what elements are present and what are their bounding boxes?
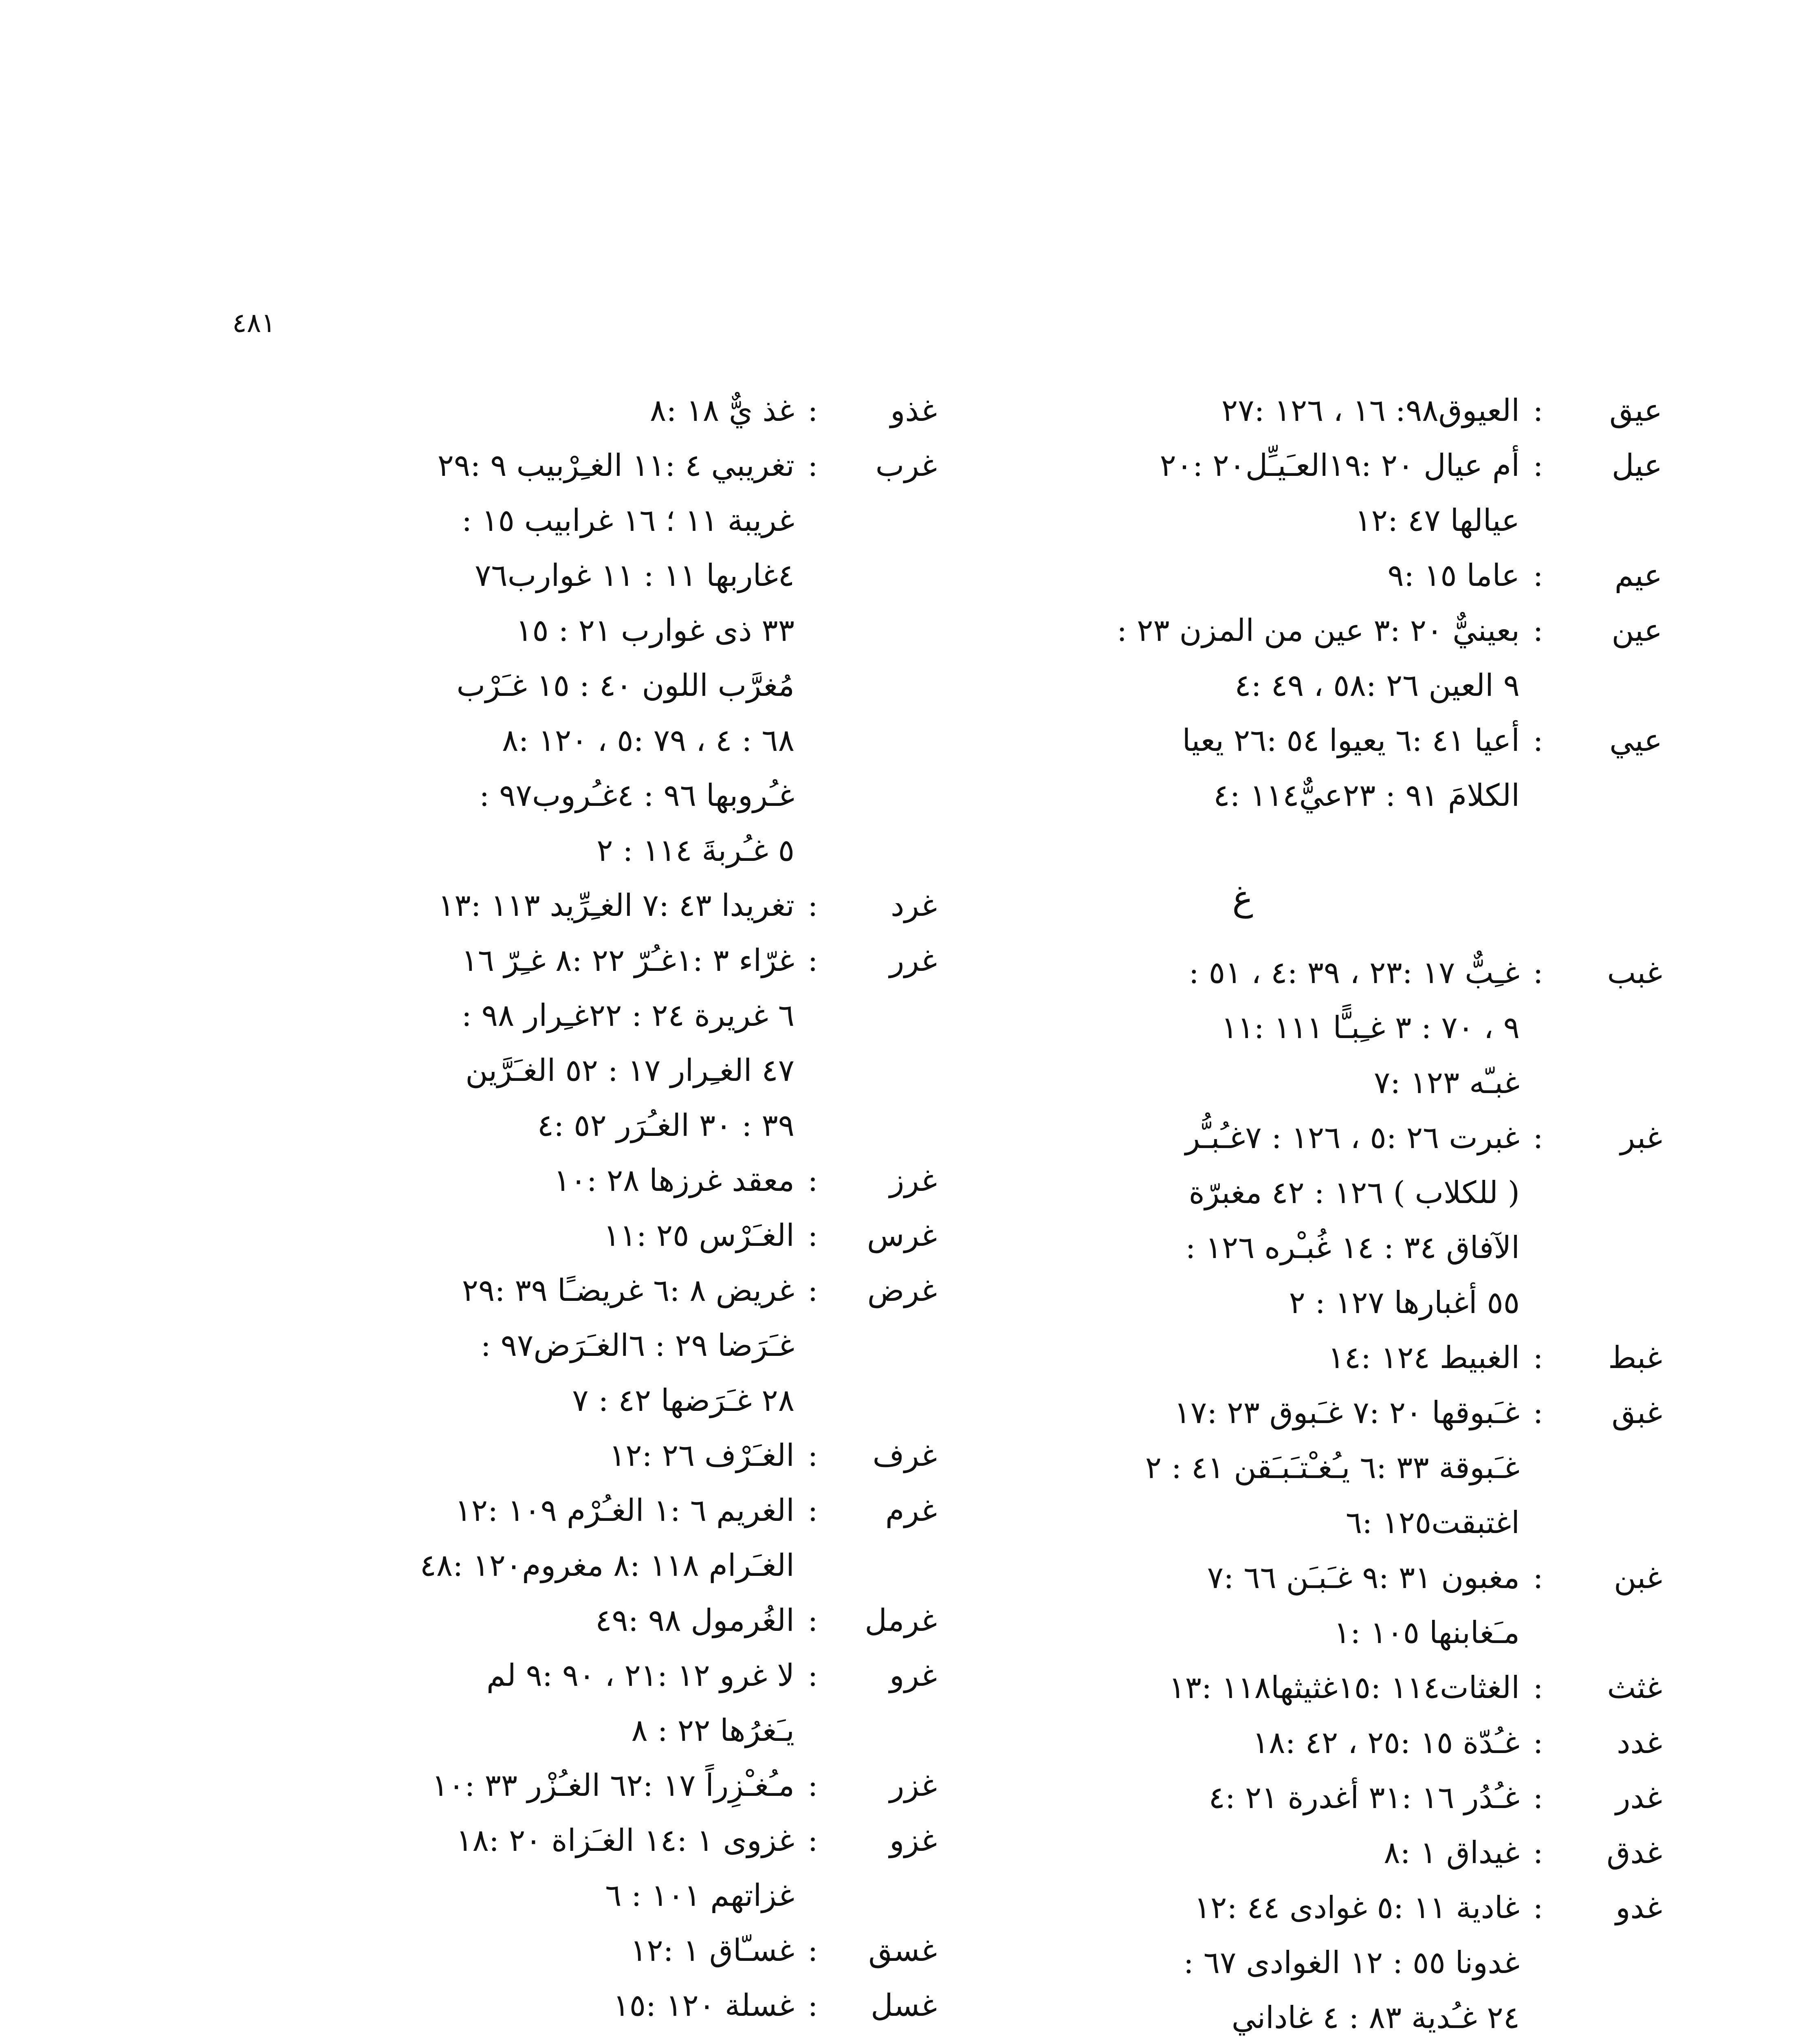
entry-references: [970, 1880, 1520, 2037]
reference-line: ٥٥ أغبارها ١٢٧ : ٢: [1289, 1285, 1520, 1320]
reference-line: غرّاء ٣ :١غـُرّ ٢٢ :٨ غـِرّ ١٦: [461, 942, 794, 978]
entry-separator: :: [1533, 557, 1543, 593]
entry-references: [970, 1715, 1520, 1770]
reference-line: بعينيٌّ ٢٠ :٣ عين من المزن ٢٣ :: [1117, 612, 1520, 648]
entry-root: غرمل: [865, 1602, 937, 1638]
entry-references: [244, 878, 794, 933]
entry-separator: :: [1533, 1725, 1543, 1760]
reference-line: اغتبقت١٢٥ :٦: [1345, 1505, 1520, 1540]
index-entry: [244, 878, 937, 933]
entry-references: [970, 1550, 1520, 1660]
entry-root: غرض: [867, 1272, 937, 1308]
reference-line: غزاتهم ١٠١ : ٦: [605, 1877, 794, 1913]
reference-line: الغـَرْف ٢٦ :١٢: [609, 1437, 794, 1473]
index-entry: [970, 1825, 1662, 1880]
reference-line: لا غرو ١٢ :٢١ ، ٩٠ :٩ لم: [486, 1657, 794, 1693]
entry-separator: :: [1533, 1835, 1543, 1870]
entry-root: غبق: [1611, 1395, 1662, 1430]
reference-line: مُغرَّب اللون ٤٠ : ١٥ غـَرْب: [456, 667, 794, 703]
reference-line: مـَغابنها ١٠٥ :١: [1334, 1615, 1520, 1650]
reference-line: ٣٩ : ٣٠ الغـُرَر ٥٢ :٤: [537, 1107, 794, 1143]
entry-references: [244, 1208, 794, 1263]
reference-line: الغـَرْس ٢٥ :١١: [603, 1217, 794, 1253]
entry-root: غرو: [889, 1657, 937, 1693]
reference-line: تغريبي ٤ :١١ الغـِرْبيب ٩ :٢٩: [437, 447, 794, 483]
entry-references: [244, 1153, 794, 1208]
entry-root: غرم: [885, 1492, 937, 1528]
index-entry: [970, 1770, 1662, 1825]
reference-line: غـُدُر ١٦ :٣١ أغدرة ٢١ :٤: [1208, 1780, 1520, 1815]
reference-line: ٤٧ الغـِرار ١٧ : ٥٢ الغـَرَّين: [465, 1052, 794, 1088]
reference-line: عاما ١٥ :٩: [1387, 557, 1520, 593]
reference-line: ٤غاربها ١١ : ١١ غوارب٧٦: [475, 557, 794, 593]
entry-separator: :: [1533, 722, 1543, 758]
entry-root: عيق: [1609, 392, 1662, 428]
index-entry: [970, 1110, 1662, 1330]
index-entry: [970, 383, 1662, 438]
reference-line: غـَرَضا ٢٩ : ٦الغـَرَض٩٧ :: [480, 1327, 794, 1363]
reference-line: غسلة ١٢٠ :١٥: [613, 1987, 794, 2023]
entry-references: [244, 933, 794, 1153]
reference-line: غـِبٌّ ١٧ :٢٣ ، ٣٩ :٤ ، ٥١ :: [1188, 955, 1520, 990]
entry-separator: :: [808, 1657, 818, 1693]
reference-line: معقد غرزها ٢٨ :١٠: [554, 1162, 794, 1198]
index-entry: [970, 713, 1662, 823]
entry-root: غرف: [872, 1437, 937, 1473]
entry-root: غذو: [890, 392, 937, 428]
entry-separator: :: [1533, 1560, 1543, 1595]
reference-line: غزوى ١ :١٤ الغـَزاة ٢٠ :١٨: [456, 1822, 794, 1858]
index-entry: [244, 2033, 937, 2037]
reference-line: ٢٤ غـُدية ٨٣ : ٤ غاداني: [1231, 2000, 1520, 2035]
reference-line: غيداق ١ :٨: [1384, 1835, 1520, 1870]
index-entry: [970, 548, 1662, 603]
entry-separator: :: [808, 1602, 818, 1638]
entry-root: غبط: [1608, 1340, 1662, 1375]
index-entry: [244, 933, 937, 1153]
index-entry: [970, 1550, 1662, 1660]
reference-line: أم عيال ٢٠ :١٩العـَيـِّل٢٠ :٢٠: [1160, 447, 1520, 483]
entry-references: [970, 1110, 1520, 1330]
reference-line: ٣٣ ذى غوارب ٢١ : ١٥: [516, 612, 794, 648]
index-entry: [244, 1593, 937, 1648]
entry-references: [244, 438, 794, 878]
index-entry: [970, 603, 1662, 713]
reference-line: غـُدّة ١٥ :٢٥ ، ٤٢ :١٨: [1252, 1725, 1520, 1760]
reference-line: أعيا ٤١ :٦ يعيوا ٥٤ :٢٦ يعيا: [1182, 722, 1520, 758]
entry-references: [244, 1428, 794, 1483]
reference-line: يـَغرُها ٢٢ : ٨: [631, 1712, 794, 1748]
index-column-right: [970, 383, 1662, 2037]
index-entry: [244, 1923, 937, 1978]
entry-root: غدو: [1615, 1890, 1662, 1925]
entry-separator: :: [808, 1492, 818, 1528]
entry-separator: :: [808, 1217, 818, 1253]
entry-root: غزو: [889, 1822, 937, 1858]
reference-line: الآفاق ٣٤ : ١٤ غُبـْره ١٢٦ :: [1185, 1230, 1520, 1265]
entry-references: [244, 1978, 794, 2033]
index-entry: [244, 1978, 937, 2033]
reference-line: ٥ غـُربةَ ١١٤ : ٢: [596, 832, 794, 868]
entry-references: [244, 1758, 794, 1813]
reference-line: ٢٨ غـَرَضها ٤٢ : ٧: [572, 1382, 794, 1418]
index-entry: [244, 1428, 937, 1483]
entry-references: [970, 603, 1520, 713]
entry-separator: :: [808, 447, 818, 483]
reference-line: غسـّاق ١ :١٢: [630, 1932, 794, 1968]
entry-root: غرب: [875, 447, 937, 483]
entry-separator: :: [1533, 1890, 1543, 1925]
entry-root: عيي: [1609, 722, 1662, 758]
letter-heading: غ: [1232, 878, 1253, 919]
entry-root: غرر: [889, 942, 937, 978]
index-entry: [970, 945, 1662, 1110]
entry-references: [244, 2033, 794, 2037]
reference-line: الغبيط ١٢٤ :١٤: [1328, 1340, 1520, 1375]
entry-root: عين: [1611, 612, 1662, 648]
reference-line: مـُغـْزِراً ١٧ :٦٢ الغـُزْر ٣٣ :١٠: [431, 1767, 794, 1803]
reference-line: الغثات١١٤ :١٥غثيثها١١٨ :١٣: [1169, 1670, 1520, 1705]
reference-line: غذ يٌّ ١٨ :٨: [650, 392, 794, 428]
index-entry: [970, 1330, 1662, 1385]
entry-root: غرد: [890, 887, 937, 923]
entry-references: [244, 1263, 794, 1428]
entry-root: عيم: [1614, 557, 1662, 593]
entry-root: غرس: [867, 1217, 937, 1253]
reference-line: ( للكلاب ) ١٢٦ : ٤٢ مغبرّة: [1188, 1175, 1520, 1210]
entry-references: [244, 1593, 794, 1648]
entry-references: [244, 1813, 794, 1923]
index-entry: [244, 1208, 937, 1263]
reference-line: غريبة ١١ ؛ ١٦ غرابيب ١٥ :: [462, 502, 794, 538]
entry-separator: :: [1533, 1340, 1543, 1375]
index-entry: [244, 1813, 937, 1923]
entry-root: عيل: [1611, 447, 1662, 483]
reference-line: ٦٨ : ٤ ، ٧٩ :٥ ، ١٢٠ :٨: [502, 722, 794, 758]
reference-line: غـُروبها ٩٦ : ٤غـُروب٩٧ :: [479, 777, 794, 813]
entry-references: [970, 1385, 1520, 1550]
reference-line: تغريدا ٤٣ :٧ الغـِرِّيد ١١٣ :١٣: [438, 887, 794, 923]
entry-references: [970, 713, 1520, 823]
entry-separator: :: [1533, 955, 1543, 990]
entry-references: [970, 945, 1520, 1110]
entry-references: [970, 383, 1520, 438]
entry-separator: :: [808, 1822, 818, 1858]
reference-line: ٦ غريرة ٢٤ : ٢٢غـِرار ٩٨ :: [461, 997, 794, 1033]
entry-root: غدق: [1607, 1835, 1662, 1870]
index-entry: [970, 1880, 1662, 2037]
reference-line: الغُرمول ٩٨ :٤٩: [595, 1602, 794, 1638]
index-entry: [244, 383, 937, 438]
index-entry: [244, 438, 937, 878]
index-entry: [970, 1715, 1662, 1770]
reference-line: الكلامَ ٩١ : ٢٣عيٌّ١١٤ :٤: [1213, 777, 1520, 813]
reference-line: غـَبوقها ٢٠ :٧ غـَبوق ٢٣ :١٧: [1174, 1395, 1520, 1430]
entry-references: [244, 383, 794, 438]
reference-line: غادية ١١ :٥ غوادى ٤٤ :١٢: [1194, 1890, 1520, 1925]
reference-line: غـَبوقة ٣٣ :٦ يـُغـْتـَبـَقن ٤١ : ٢: [1145, 1450, 1520, 1485]
entry-separator: :: [808, 392, 818, 428]
entry-root: غثث: [1607, 1670, 1662, 1705]
entry-separator: :: [808, 887, 818, 923]
reference-line: عيالها ٤٧ :١٢: [1355, 502, 1520, 538]
entry-references: [244, 1648, 794, 1758]
reference-line: ٩ ، ٧٠ : ٣ غـِبـًّا ١١١ :١١: [1221, 1010, 1520, 1045]
entry-root: غسل: [871, 1987, 937, 2023]
entry-separator: :: [808, 1272, 818, 1308]
page-number: ٤٨١: [232, 307, 276, 339]
entry-separator: :: [808, 1162, 818, 1198]
entry-separator: :: [808, 1932, 818, 1968]
entry-root: غبب: [1607, 955, 1662, 990]
entry-root: غرز: [889, 1162, 937, 1198]
reference-line: غريض ٨ :٦ غريضـًا ٣٩ :٢٩: [462, 1272, 794, 1308]
entry-separator: :: [808, 1767, 818, 1803]
entry-separator: :: [1533, 612, 1543, 648]
reference-line: العيوق٩٨: ١٦ ، ١٢٦ :٢٧: [1221, 392, 1520, 428]
entry-separator: :: [808, 1437, 818, 1473]
index-entry: [970, 438, 1662, 548]
entry-references: [970, 548, 1520, 603]
entry-references: [970, 1660, 1520, 1715]
entry-separator: :: [808, 1987, 818, 2023]
index-entry: [244, 1758, 937, 1813]
entry-separator: :: [1533, 1670, 1543, 1705]
reference-line: مغبون ٣١ :٩ غـَبـَن ٦٦ :٧: [1207, 1560, 1520, 1595]
reference-line: ٩ العين ٢٦ :٥٨ ، ٤٩ :٤: [1235, 667, 1520, 703]
entry-references: [970, 1330, 1520, 1385]
index-entry: [244, 1153, 937, 1208]
entry-separator: [794, 2033, 831, 2037]
entry-references: [970, 438, 1520, 548]
entry-separator: :: [1533, 1780, 1543, 1815]
entry-root: غزر: [889, 1767, 937, 1803]
entry-root: غسق: [868, 1932, 937, 1968]
reference-line: [244, 2033, 794, 2037]
index-entry: [970, 1385, 1662, 1550]
index-entry: [244, 1483, 937, 1593]
index-entry: [244, 1263, 937, 1428]
entry-references: [970, 1770, 1520, 1825]
entry-root: غدد: [1617, 1725, 1662, 1760]
reference-line: الغـَرام ١١٨ :٨ مغروم١٢٠ :٤٨: [420, 1547, 794, 1583]
reference-line: غدونا ٥٥ : ١٢ الغوادى ٦٧ :: [1183, 1945, 1520, 1980]
index-column-left: [244, 383, 937, 2037]
entry-root: غبر: [1620, 1120, 1662, 1155]
reference-line: غبـّه ١٢٣ :٧: [1373, 1065, 1520, 1100]
reference-line: غبرت ٢٦ :٥ ، ١٢٦ : ٧غـُبـُّر: [1185, 1120, 1520, 1155]
index-entry: [244, 1648, 937, 1758]
entry-references: [244, 1483, 794, 1593]
entry-separator: :: [1533, 392, 1543, 428]
entry-root: غبن: [1614, 1560, 1662, 1595]
index-entry: [970, 1660, 1662, 1715]
entry-references: [244, 1923, 794, 1978]
entry-separator: :: [1533, 447, 1543, 483]
entry-references: [970, 1825, 1520, 1880]
entry-separator: :: [808, 942, 818, 978]
entry-root: [831, 2033, 937, 2037]
reference-line: الغريم ٦ :١ الغـُرْم ١٠٩ :١٢: [455, 1492, 794, 1528]
entry-separator: :: [1533, 1120, 1543, 1155]
entry-separator: :: [1533, 1395, 1543, 1430]
entry-root: غدر: [1615, 1780, 1662, 1815]
